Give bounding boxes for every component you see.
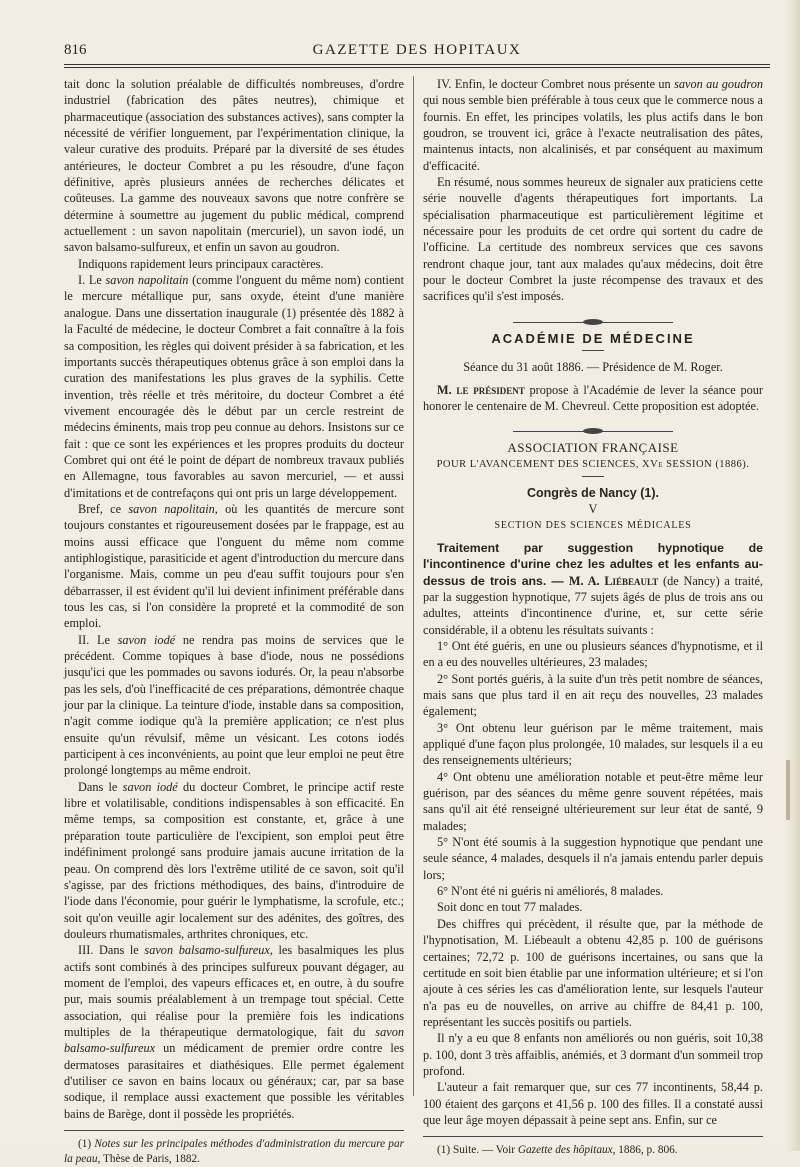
ornament-separator [423,315,763,329]
paragraph: tait donc la solution préalable de difficultés nombreuses, d'ordre industriel (fabrication des pâtes neutres), chimique et pharmaceutique (association des substances actives), sans compter la nécessité de vérifier longuement, par l'expérimentation clinique, la valeur curative des produits. Préparé par la diversité de ses études antérieures, le docteur Combret a pu les résoudre, d'une façon définitive, après plusieurs années de recherches délicates et coûteuses. La gamme des nouveaux savons que notre confrère se détermine à soumettre au jugement du public médical, comprend actuellement : un savon napolitain (mercuriel), un savon iodé, un savon balsamo-sulfureux, et enfin un savon au goudron. [64,77,404,255]
short-rule [582,350,604,351]
paragraph: III. Dans le savon balsamo-sulfureux, les basalmiques les plus actifs sont combinés à des principes sulfureux pouvant dégager, au moment de l'emploi, des vapeurs efficaces et, en outre, à du soufre pur, mais soumis préalablement à un trempage tout spécial. Cette association, qui réalise pour la première fois les indications multiples de la thérapeutique dermatologique, fait du savon balsamo-sulfureux un médicament de premier ordre contre les dermatoses parasitaires et diathésiques. Elle permet également d'utiliser ce savon en bains locaux ou généraux; car, par sa base sodique, il remplace aussi exactement que possible les véritables bains de Barège, dont il possède les propriétés. [64,943,405,1121]
list-item: 5° N'ont été soumis à la suggestion hypnotique que pendant une seule séance, 4 malades, desquels il n'a jamais entendu parler depuis lors; [423,835,763,882]
paragraph: II. Le savon iodé ne rendra pas moins de services que le précédent. Comme topiques à base d'iode, nous ne possédions jusqu'ici que les pommades ou savons iodurés. Or, la peau n'absorbe pas les sels, d'où l'inefficacité de ces préparations, démontrée chaque jour par la clinique. La teinture d'iode, instable dans sa composition, n'agit comme iodique qu'à la première application; ce n'est plus ensuite qu'un révulsif, même un vésicant. Les cotons iodés participent à ces inconvénients, au point que leur emploi ne peut être prolongé longtemps au même endroit. [64,632,405,778]
paragraph: Traitement par suggestion hypnotique de l'incontinence d'urine chez les adultes et les enfants au-dessus de trois ans. — M. A. Liébeault (de Nancy) a traité, par la suggestion hypnotique, 77 sujets âgés de plus de trois ans ou adultes, atteints d'incontinence d'urine, et, sur cette série considérable, il a obtenu les résultats suivants : [423,540,763,637]
session-line: Séance du 31 août 1886. — Présidence de M. Roger. [463,360,723,375]
paragraph: Dans le savon iodé du docteur Combret, le principe actif reste libre et volatilisable, conditions indispensables à son efficacité. En même temps, sa composition est constante, et, grâce à une préparation toute particulière de l'excipient, son emploi peut être indéfiniment prolongé sans produire jamais aucune irritation de la peau. On comprend dès lors l'extrême utilité de ce savon, soit qu'il s'agisse, par des frictions méthodiques, des bains, d'introduire de l'iode dans l'économie, pour guérir le lymphatisme, la scrofule, etc.; soit qu'on veuille agir localement sur des adénites, des goîtres, des douleurs rhumatismales, arthrites chroniques, etc. [64,779,404,941]
section-heading: SECTION DES SCIENCES MÉDICALES [494,519,692,531]
header-rule-thin [64,67,770,68]
paragraph: Il n'y a eu que 8 enfants non améliorés ou non guéris, soit 10,38 p. 100, dont 3 très affaiblis, anémiés, et 3 dormant d'un sommeil trop profond. [423,1031,763,1078]
footnote-rule [423,1136,763,1137]
congress-title: Congrès de Nancy (1). [527,485,659,500]
paragraph: En résumé, nous sommes heureux de signaler aux praticiens cette série nouvelle d'agents thérapeutiques fort importants. La spécialisation pharmaceutique est particulièrement légitime et nécessaire pour les produits de cet ordre qui sortent du cadre de l'officine. La certitude des nombreux services que ces savons rendront chaque jour, tant aux malades qu'aux médecins, doit être pour le docteur Combret la juste récompense des travaux et des sacrifices qu'il s'est imposés. [423,175,763,304]
running-title: GAZETTE DES HOPITAUX [312,42,522,58]
list-item: 1° Ont été guéris, en une ou plusieurs séances d'hypnotisme, et il en a eu des nouvelles ultérieures, 23 malades; [423,638,763,670]
footnote-rule [64,1130,404,1131]
paragraph: M. le président propose à l'Académie de lever la séance pour honorer le centenaire de M. Chevreul. Cette proposition est adoptée. [423,382,763,413]
paragraph: Des chiffres qui précèdent, il résulte que, par la méthode de l'hypnotisation, M. Liébeault a obtenu 42,85 p. 100 de guérisons certaines; 72,72 p. 100 de guérisons incertaines, ou sans que la certitude en soit bien établie par une information ultérieure; et si l'on ajoute à ces séries les cas d'amélioration lente, sur lesquels l'auteur n'a pas eu de nouvelles, on arrive au chiffre de 84,41 p. 100, représentant les succès positifs ou partiels. [423,916,763,1029]
paragraph: IV. Enfin, le docteur Combret nous présente un savon au goudron qui nous semble bien préférable à tous ceux que le commerce nous a fournis. En effet, les principes volatils, les plus actifs dans le bon goudron, se trouvent ici, grâce à l'exacte neutralisation des pâtes, maintenus intacts, non alcalinisés, et par conséquent au maximum d'efficacité. [423,77,763,173]
ornament-separator [423,424,763,438]
right-column [423,76,763,1158]
paragraph: L'auteur a fait remarquer que, sur ces 77 incontinents, 58,44 p. 100 étaient des garçons et 41,56 p. 100 des filles. Il a constaté aussi que leur âge moyen dépassait à peine sept ans. Enfin, sur ce [423,1080,763,1127]
paragraph: Indiquons rapidement leurs principaux caractères. [78,256,324,271]
list-item: 3° Ont obtenu leur guérison par le même traitement, mais appliqué d'une façon plus prolongée, 10 malades, sur lesquels il a eu des renseignements ultérieurs; [423,720,763,768]
footnote: (1) Suite. — Voir Gazette des hôpitaux, 1886, p. 806. [437,1144,678,1157]
list-item: 6° N'ont été ni guéris ni améliorés, 8 malades. [437,884,664,899]
list-item: 4° Ont obtenu une amélioration notable et peut-être même leur guérison, par des séances du même genre souvent répétées, mais sans qu'il ait été renseigné ultérieurement sur leur état de santé, 9 malades; [423,769,763,833]
margin-mark [786,760,790,820]
section-title: ACADÉMIE DE MÉDECINE [491,330,695,346]
list-item: 2° Sont portés guéris, à la suite d'un très petit nombre de séances, mais sans que plus tard il en ait reçu des nouvelles, 23 malades également; [423,671,763,719]
section-title: ASSOCIATION FRANÇAISE [507,440,679,456]
left-column [64,76,404,1167]
paragraph: Bref, ce savon napolitain, où les quantités de mercure sont toujours constantes et rigoureusement dosées par le frappage, est au moins aussi efficace que l'onguent du même nom comme antiphlogistique, parasiticide et agent d'introduction du mercure dans l'organisme. Mais, comme un peu d'eau suffit toujours pour s'en débarrasser, il est évident qu'il lui devient infiniment préférable dans tous les cas, si l'on considère la propreté et la commodité de son emploi. [64,501,404,631]
short-rule [582,476,604,477]
column-divider [413,76,414,1096]
list-item: Soit donc en tout 77 malades. [437,900,583,915]
paragraph: I. Le savon napolitain (comme l'onguent du même nom) contient le mercure métallique pur, sans oxyde, éteint d'une manière analogue. Dans une dissertation inaugurale (1) présentée dès 1882 à la Faculté de médecine, le docteur Combret a fait connaître à la fois sa composition, les règles qui doivent présider à sa fabrication, et les importants succès thérapeutiques obtenus grâce à son emploi dans la curation des manifestations les plus graves de la syphilis. Cette invention, très réelle et très méritoire, du docteur Combret a été vivement encouragée dès le début par un cercle restreint de médecins éminents, mais trop peu connue au dehors. Insistons sur ce fait : que ce sont les expériences et les propres produits du docteur Combret qui ont été le point de départ de nombreux travaux publiés en Allemagne, tous favorables au savon mercuriel, — et aussi d'imitations et de contrefaçons qui ont pris un large développement. [64,273,404,500]
running-header [64,40,770,62]
page-number: 816 [64,42,87,58]
page-edge [786,0,800,1151]
footnote: (1) Notes sur les principales méthodes d'administration du mercure par la peau, Thèse de Paris, 1882. [64,1138,404,1165]
header-rule [64,64,770,65]
roman-numeral: V [588,502,598,517]
section-subtitle: POUR L'AVANCEMENT DES SCIENCES, XVe SESSION (1886). [436,458,750,470]
